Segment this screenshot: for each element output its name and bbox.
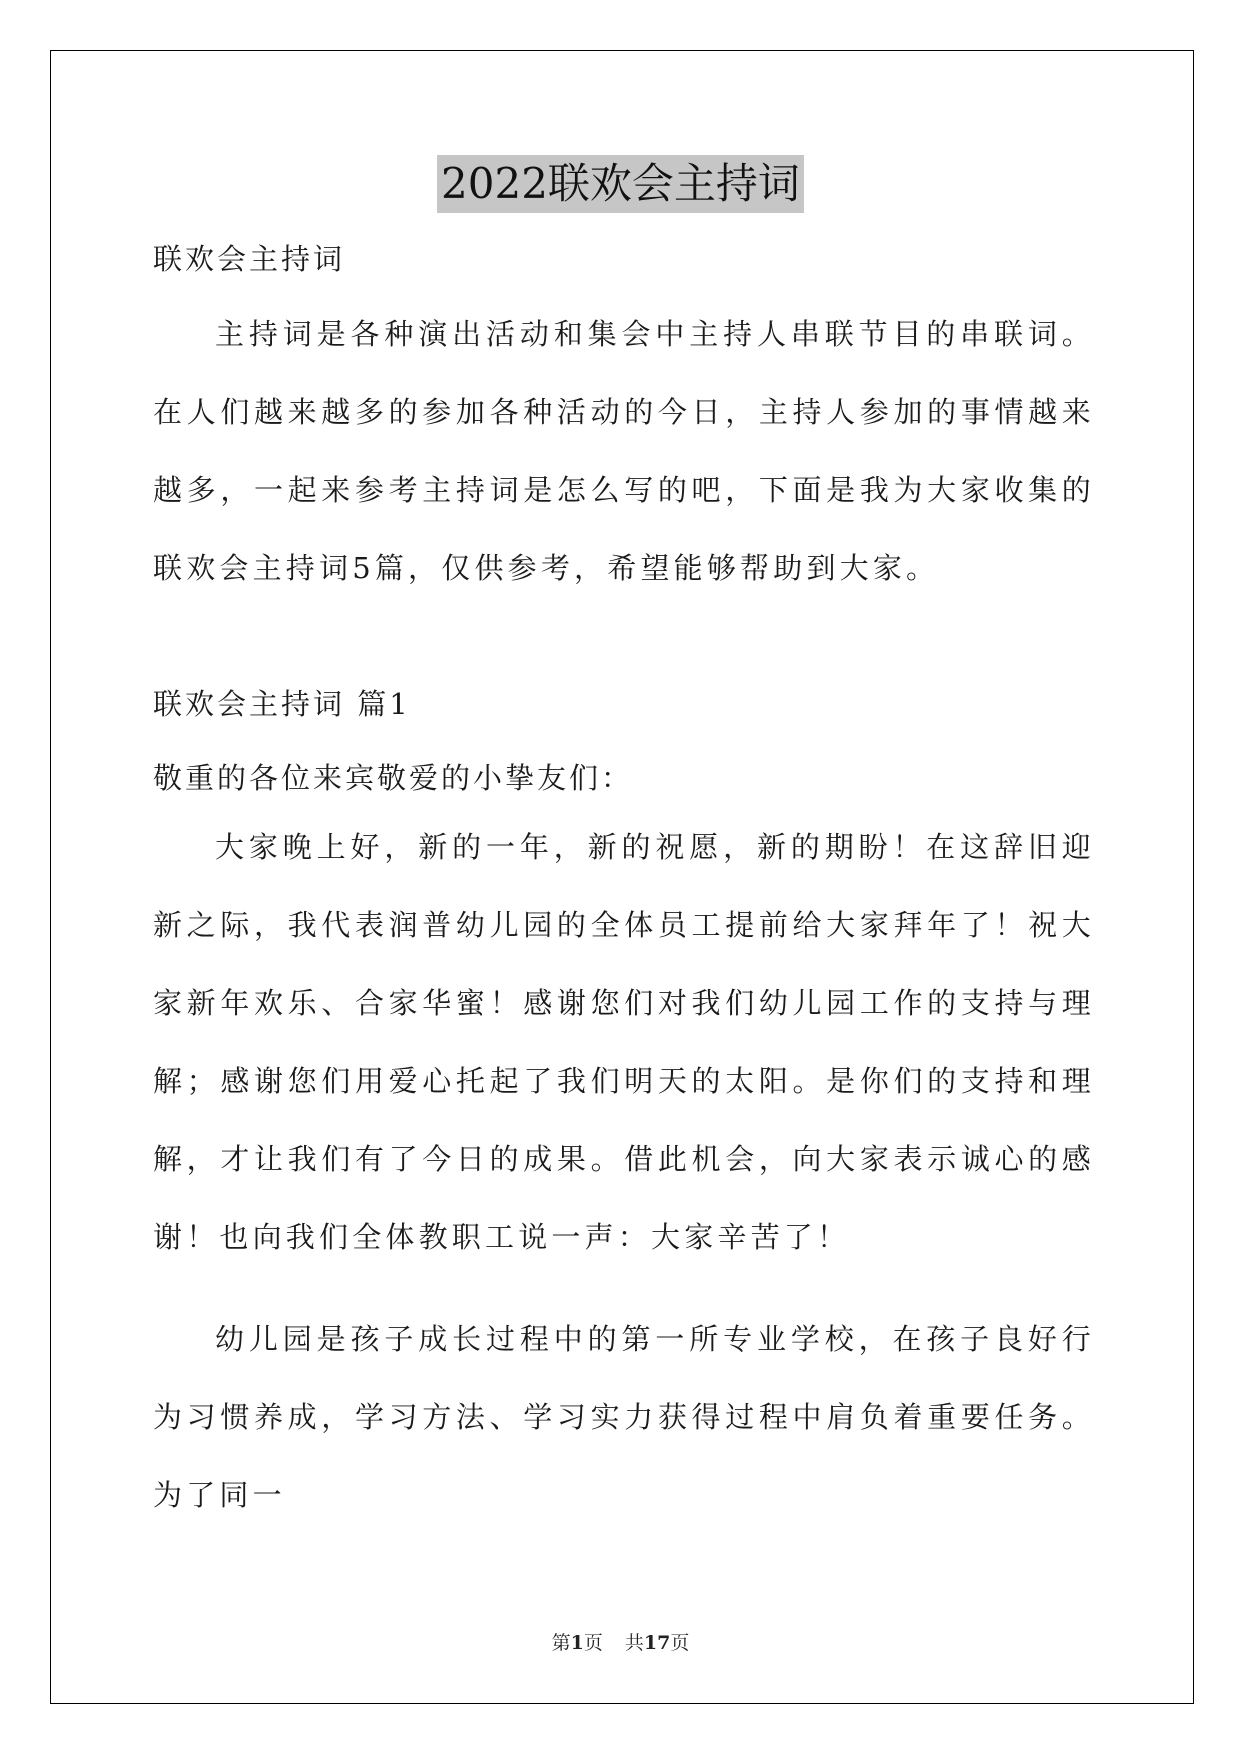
body-paragraph-2: 幼儿园是孩子成长过程中的第一所专业学校，在孩子良好行为习惯养成，学习方法、学习实力获得过程中肩负着重要任务。为了同一 — [153, 1322, 1095, 1512]
body-paragraph-1: 大家晚上好，新的一年，新的祝愿，新的期盼！在这辞旧迎新之际，我代表润普幼儿园的全体员工提前给大家拜年了！祝大家新年欢乐、合家华蜜！感谢您们对我们幼儿园工作的支持与理解；感谢您们用爱心托起了我们明天的太阳。是你们的支持和理解，才让我们有了今日的成果。借此机会，向大家表示诚心的感谢！也向我们全体教职工说一声：大家辛苦了！ — [153, 830, 1095, 1254]
page-label-suffix: 页 — [583, 1632, 603, 1654]
page-total: 17 — [643, 1632, 671, 1654]
subtitle: 联欢会主持词 — [153, 242, 346, 276]
greeting-line: 敬重的各位来宾敬爱的小挚友们： — [153, 761, 634, 795]
total-label-prefix: 共 — [624, 1632, 644, 1654]
page-label-prefix: 第 — [551, 1632, 571, 1654]
page-footer — [0, 1628, 1241, 1655]
document-title: 2022联欢会主持词 — [437, 155, 804, 213]
section-heading: 联欢会主持词 篇1 — [153, 687, 411, 721]
page-current: 1 — [570, 1632, 584, 1654]
total-label-suffix: 页 — [670, 1632, 690, 1654]
title-container — [0, 155, 1241, 213]
intro-paragraph: 主持词是各种演出活动和集会中主持人串联节目的串联词。在人们越来越多的参加各种活动的今日，主持人参加的事情越来越多，一起来参考主持词是怎么写的吧，下面是我为大家收集的联欢会主持词5篇，仅供参考，希望能够帮助到大家。 — [153, 317, 1095, 585]
